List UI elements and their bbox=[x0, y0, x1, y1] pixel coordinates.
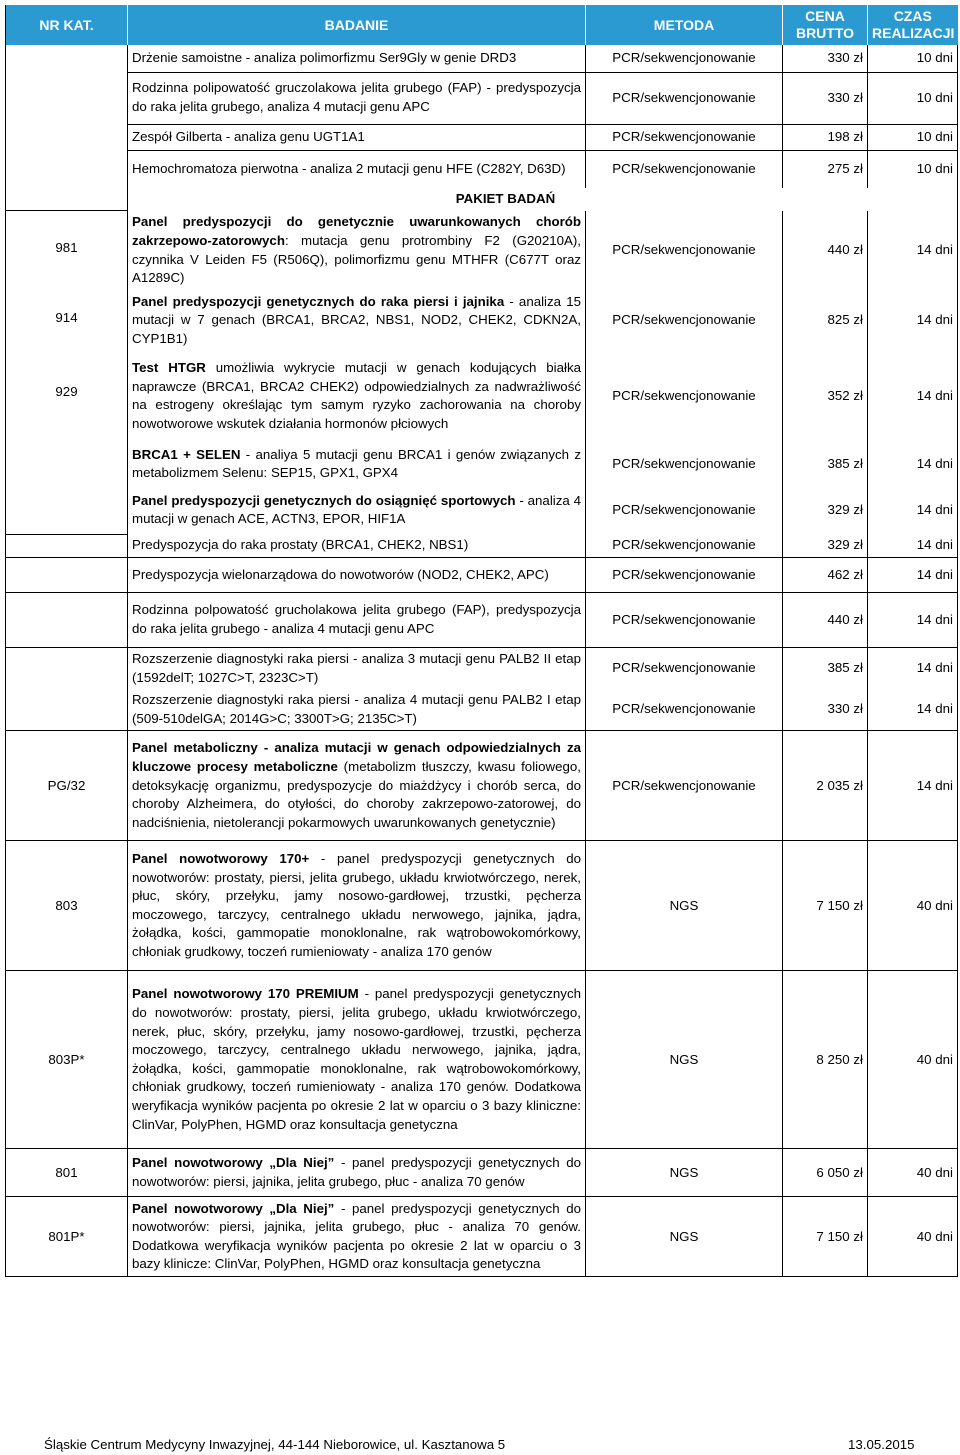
test-description-text: Rodzinna polipowatość gruczolakowa jelita grubego (FAP) - predyspozycja do raka jelita grubego, analiza 4 mutacji genu APC bbox=[132, 80, 581, 114]
method-cell: PCR/sekwencjonowanie bbox=[586, 689, 783, 731]
test-description bbox=[128, 124, 586, 150]
catalog-number bbox=[6, 557, 128, 592]
test-description bbox=[128, 971, 586, 1149]
method-cell: PCR/sekwencjonowanie bbox=[586, 486, 783, 534]
method-cell: NGS bbox=[586, 1149, 783, 1197]
price-cell: 198 zł bbox=[783, 124, 868, 150]
price-cell: 440 zł bbox=[783, 592, 868, 647]
catalog-number: 803 bbox=[6, 841, 128, 971]
time-cell: 14 dni bbox=[868, 291, 958, 351]
catalog-number: PG/32 bbox=[6, 731, 128, 841]
test-name-bold: Panel metaboliczny - analiza mutacji w genach odpowiedzialnych za kluczowe procesy metaboliczne bbox=[132, 740, 581, 774]
test-description-text: Rozszerzenie diagnostyki raka piersi - analiza 3 mutacji genu PALB2 II etap (1592delT; 1027C>T, 2323C>T) bbox=[132, 650, 581, 685]
time-cell: 10 dni bbox=[868, 72, 958, 124]
table-row bbox=[6, 841, 958, 971]
method-cell: PCR/sekwencjonowanie bbox=[586, 592, 783, 647]
catalog-number: 929 bbox=[55, 384, 78, 400]
time-cell: 14 dni bbox=[868, 731, 958, 841]
test-description-text: umożliwia wykrycie mutacji w genach kodujących białka naprawcze (BRCA1, BRCA2 CHEK2) odpowiedzialnych za nadwrażliwość na estrogeny określając tym samym ryzyko zachorowania na choroby nowotworowe wskutek działania hormonów płciowych bbox=[132, 360, 581, 431]
header-badanie: BADANIE bbox=[128, 5, 586, 45]
test-description-text: - panel predyspozycji genetycznych do nowotworów: piersi, jajnika, jelita grubego, płuc - analiza 70 genów bbox=[132, 1155, 581, 1189]
test-name-bold: Panel predyspozycji genetycznych do osiągnięć sportowych bbox=[132, 492, 516, 508]
method-cell: PCR/sekwencjonowanie bbox=[586, 557, 783, 592]
table-row bbox=[6, 45, 958, 72]
test-name-bold: Test HTGR bbox=[132, 360, 206, 376]
method-cell: NGS bbox=[586, 1197, 783, 1277]
price-cell: 329 zł bbox=[783, 534, 868, 557]
test-description bbox=[128, 1149, 586, 1197]
time-cell: 14 dni bbox=[868, 350, 958, 442]
test-name-bold: Panel nowotworowy „Dla Niej” bbox=[132, 1200, 335, 1216]
price-cell: 7 150 zł bbox=[783, 841, 868, 971]
time-cell: 40 dni bbox=[868, 841, 958, 971]
header-czas: CZAS REALIZACJI bbox=[868, 5, 958, 45]
test-description bbox=[128, 1197, 586, 1277]
test-description-text: Predyspozycja do raka prostaty (BRCA1, CHEK2, NBS1) bbox=[132, 537, 469, 553]
test-description bbox=[128, 534, 586, 557]
test-description-text: Hemochromatoza pierwotna - analiza 2 mutacji genu HFE (C282Y, D63D) bbox=[132, 160, 566, 176]
table-row bbox=[6, 150, 958, 188]
test-description bbox=[128, 689, 586, 731]
header-nr: NR KAT. bbox=[6, 5, 128, 45]
catalog-number: 801P* bbox=[6, 1197, 128, 1277]
catalog-number bbox=[6, 534, 128, 557]
price-cell: 385 zł bbox=[783, 647, 868, 689]
header-cena: CENA BRUTTO bbox=[783, 5, 868, 45]
test-description-text: Drżenie samoistne - analiza polimorfizmu Ser9Gly w genie DRD3 bbox=[132, 49, 517, 65]
test-description-text: Rodzinna polpowatość grucholakowa jelita grubego (FAP), predyspozycja do raka jelita grubego - analiza 4 mutacji genu APC bbox=[132, 602, 581, 636]
test-name-bold: Panel predyspozycji do genetycznie uwarunkowanych chorób zakrzepowo-zatorowych bbox=[132, 214, 581, 248]
time-cell: 10 dni bbox=[868, 45, 958, 72]
table-row bbox=[6, 211, 958, 291]
price-list-table bbox=[5, 5, 958, 1277]
catalog-number bbox=[6, 647, 128, 730]
test-description bbox=[128, 72, 586, 124]
price-cell: 330 zł bbox=[783, 45, 868, 72]
test-description-text: - panel predyspozycji genetycznych do nowotworów: prostaty, piersi, jelita grubego, układu krwiotwórczego, nerek, płuc, skóry, przełyku, jamy nosowo-gardłowej, trzustki, pęcherza moczowego, tarczycy, centralnego układu nerwowego, jajnika, jądra, żołądka, kości, gammopatie monoklonalne, rak wątrobowokomórkowy, chłoniak grudkowy, toczeń rumieniowaty - analiza 170 genów bbox=[132, 851, 581, 960]
test-description-text: - panel predyspozycji genetycznych do nowotworów: prostaty, piersi, jelita grubego, układu krwiotwórczego, nerek, płuc, skóry, przełyku, jamy nosowo-gardłowej, trzustki, pęcherza moczowego, tarczycy, centralnego układu nerwowego, jajnika, jądra, żołądka, kości, gammopatie monoklonalne, rak wątrobowokomórkowy, chłoniak grudkowy, toczeń rumieniowaty - analiza 170 genów. Dodatkowa weryfikacja wyników pacjenta po okresie 2 lat w oparciu o 3 bazy kliniczne: ClinVar, PolyPhen, HGMD oraz konsultacja genetyczna bbox=[132, 986, 582, 1132]
pakiet-row bbox=[6, 188, 958, 211]
price-cell: 330 zł bbox=[783, 72, 868, 124]
price-cell: 385 zł bbox=[783, 442, 868, 486]
test-description-text: (metabolizm tłuszczy, kwasu foliowego, detoksykację organizmu, predyspozycje do miażdżycy i chorób serca, do choroby Alzheimera, do otyłości, do choroby zakrzepowo-zatorowej, do nadciśnienia, nietolerancji pokarmowych uwarunkowanych genetycznie) bbox=[132, 758, 581, 830]
footer-address: Śląskie Centrum Medycyny Inwazyjnej, 44-144 Nieborowice, ul. Kasztanowa 5 bbox=[44, 1437, 506, 1452]
catalog-number bbox=[6, 592, 128, 647]
method-cell: PCR/sekwencjonowanie bbox=[586, 211, 783, 291]
price-cell: 2 035 zł bbox=[783, 731, 868, 841]
test-description bbox=[128, 647, 586, 689]
table-row bbox=[6, 971, 958, 1149]
catalog-number bbox=[6, 45, 128, 211]
test-description bbox=[128, 150, 586, 188]
time-cell: 10 dni bbox=[868, 150, 958, 188]
table-row bbox=[6, 592, 958, 647]
table-row bbox=[6, 689, 958, 731]
test-name-bold: Panel nowotworowy 170+ bbox=[132, 851, 310, 867]
table-row bbox=[6, 557, 958, 592]
test-description bbox=[128, 442, 586, 486]
method-cell: PCR/sekwencjonowanie bbox=[586, 291, 783, 351]
price-cell: 7 150 zł bbox=[783, 1197, 868, 1277]
method-cell: PCR/sekwencjonowanie bbox=[586, 647, 783, 689]
method-cell: PCR/sekwencjonowanie bbox=[586, 45, 783, 72]
test-name-bold: Panel nowotworowy 170 PREMIUM bbox=[132, 986, 359, 1002]
method-cell: PCR/sekwencjonowanie bbox=[586, 124, 783, 150]
test-name-bold: Panel nowotworowy „Dla Niej” bbox=[132, 1155, 335, 1171]
table-row bbox=[6, 1197, 958, 1277]
price-cell: 329 zł bbox=[783, 486, 868, 534]
time-cell: 14 dni bbox=[868, 689, 958, 731]
table-row bbox=[6, 1149, 958, 1197]
method-cell: PCR/sekwencjonowanie bbox=[586, 72, 783, 124]
table-row bbox=[6, 534, 958, 557]
test-description bbox=[128, 350, 586, 442]
time-cell: 14 dni bbox=[868, 486, 958, 534]
catalog-number: 981 bbox=[55, 240, 78, 256]
test-name-bold: BRCA1 + SELEN bbox=[132, 446, 241, 462]
table-row bbox=[6, 442, 958, 486]
test-description bbox=[128, 211, 586, 291]
method-cell: PCR/sekwencjonowanie bbox=[586, 442, 783, 486]
catalog-number: 914 bbox=[55, 310, 78, 326]
table-row bbox=[6, 350, 958, 442]
price-cell: 352 zł bbox=[783, 350, 868, 442]
table-row bbox=[6, 486, 958, 534]
pakiet-label: PAKIET BADAŃ bbox=[128, 188, 958, 211]
method-cell: PCR/sekwencjonowanie bbox=[586, 731, 783, 841]
test-description-text: - analiya 5 mutacji genu BRCA1 i genów związanych z metabolizmem Selenu: SEP15, GPX1, GPX4 bbox=[132, 446, 581, 481]
price-cell: 275 zł bbox=[783, 150, 868, 188]
test-description-text: Rozszerzenie diagnostyki raka piersi - analiza 4 mutacji genu PALB2 I etap (509-510delGA; 2014G>C; 3300T>G; 2135C>T) bbox=[132, 692, 581, 726]
time-cell: 14 dni bbox=[868, 442, 958, 486]
method-cell: PCR/sekwencjonowanie bbox=[586, 350, 783, 442]
price-cell: 825 zł bbox=[783, 291, 868, 351]
header-metoda: METODA bbox=[586, 5, 783, 45]
method-cell: PCR/sekwencjonowanie bbox=[586, 150, 783, 188]
table-row bbox=[6, 124, 958, 150]
time-cell: 14 dni bbox=[868, 211, 958, 291]
test-description bbox=[128, 557, 586, 592]
method-cell: NGS bbox=[586, 971, 783, 1149]
price-cell: 330 zł bbox=[783, 689, 868, 731]
test-description bbox=[128, 731, 586, 841]
test-description bbox=[128, 291, 586, 351]
price-cell: 440 zł bbox=[783, 211, 868, 291]
time-cell: 40 dni bbox=[868, 971, 958, 1149]
time-cell: 40 dni bbox=[868, 1197, 958, 1277]
test-description-text: : mutacja genu protrombiny F2 (G20210A), czynnika V Leiden F5 (R506Q), polimorfizmu genu MTHFR (C677T oraz A1289C) bbox=[132, 233, 581, 286]
time-cell: 14 dni bbox=[868, 647, 958, 689]
test-description-text: - analiza 4 mutacji w genach ACE, ACTN3, EPOR, HIF1A bbox=[132, 492, 582, 527]
table-row bbox=[6, 72, 958, 124]
catalog-number: 801 bbox=[6, 1149, 128, 1197]
test-description-text: - analiza 15 mutacji w 7 genach (BRCA1, BRCA2, NBS1, NOD2, CHEK2, CDKN2A, CYP1B1) bbox=[132, 293, 581, 346]
test-name-bold: Panel predyspozycji genetycznych do raka piersi i jajnika bbox=[132, 293, 505, 309]
test-description bbox=[128, 841, 586, 971]
time-cell: 14 dni bbox=[868, 534, 958, 557]
method-cell: PCR/sekwencjonowanie bbox=[586, 534, 783, 557]
time-cell: 14 dni bbox=[868, 592, 958, 647]
table-row bbox=[6, 647, 958, 689]
table-row bbox=[6, 291, 958, 351]
test-description bbox=[128, 45, 586, 72]
table-row bbox=[6, 731, 958, 841]
price-cell: 6 050 zł bbox=[783, 1149, 868, 1197]
method-cell: NGS bbox=[586, 841, 783, 971]
price-cell: 8 250 zł bbox=[783, 971, 868, 1149]
time-cell: 14 dni bbox=[868, 557, 958, 592]
test-description bbox=[128, 592, 586, 647]
test-description bbox=[128, 486, 586, 534]
table-header-row bbox=[6, 5, 958, 45]
test-description-text: Predyspozycja wielonarządowa do nowotworów (NOD2, CHEK2, APC) bbox=[132, 566, 549, 582]
catalog-number bbox=[6, 211, 128, 535]
test-description-text: - panel predyspozycji genetycznych do nowotworów: piersi, jajnika, jelita grubego, płuc - analiza 70 genów. Dodatkowa weryfikacja wyników pacjenta po okresie 2 lat w oparciu o 3 bazy klinicze: ClinVar, PolyPhen, HGMD oraz konsultacja genetyczna bbox=[132, 1200, 581, 1272]
time-cell: 10 dni bbox=[868, 124, 958, 150]
time-cell: 40 dni bbox=[868, 1149, 958, 1197]
test-description-text: Zespół Gilberta - analiza genu UGT1A1 bbox=[132, 128, 365, 144]
footer-date: 13.05.2015 bbox=[848, 1437, 915, 1452]
price-cell: 462 zł bbox=[783, 557, 868, 592]
catalog-number: 803P* bbox=[6, 971, 128, 1149]
